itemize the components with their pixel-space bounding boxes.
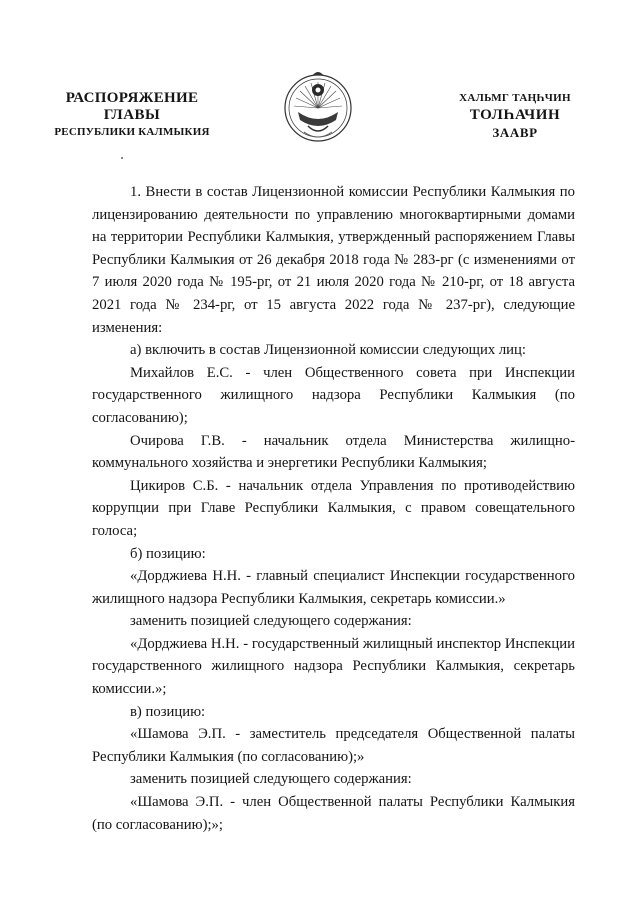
paragraph-shamova-old: «Шамова Э.П. - заместитель председателя Общественной палаты Республики Калмыкия (по согласованию);»: [92, 726, 575, 765]
header-left-line1: РАСПОРЯЖЕНИЕ: [65, 90, 199, 106]
header-right-line2: ТОЛҺАЧИН: [469, 107, 561, 123]
header-right-line1: ХАЛЬМГ ТАҢҺЧИН: [459, 92, 571, 104]
header-left-line3: РЕСПУБЛИКИ КАЛМЫКИЯ: [54, 126, 210, 138]
paragraph-tsikirov: Цикиров С.Б. - начальник отдела Управления по противодействию коррупции при Главе Республики Калмыкия, с правом совещательного голоса;: [92, 477, 575, 539]
paragraph-ochirova: Очирова Г.В. - начальник отдела Министерства жилищно-коммунального хозяйства и энергетики Республики Калмыкия;: [92, 432, 575, 472]
header-right-title: [445, 90, 585, 141]
scan-speck: [121, 157, 123, 159]
paragraph-item-1: 1. Внести в состав Лицензионной комиссии Республики Калмыкия по лицензированию деятельности по управлению многоквартирными домами на территории Республики Калмыкия, утвержденный распоряжением Главы Республики Калмыкия от 26 декабря 2018 года № 283-рг (с изменениями от 7 июля 2020 года № 195-рг, от 21 июля 2020 года № 210-рг, от 18 августа 2021 года № 234-рг, от 15 августа 2022 года № 237-рг), следующие изменения:: [92, 184, 575, 336]
paragraph-item-a: а) включить в состав Лицензионной комиссии следующих лиц:: [130, 342, 526, 359]
paragraph-dordzhieva-new: «Дорджиева Н.Н. - государственный жилищный инспектор Инспекции государственного жилищного надзора Республики Калмыкия, секретарь комиссии.»;: [92, 635, 575, 698]
paragraph-replace-1: заменить позицией следующего содержания:: [130, 613, 412, 630]
paragraph-mikhailov: Михайлов Е.С. - член Общественного совета при Инспекции государственного жилищного надзора Республики Калмыкия (по согласованию);: [92, 364, 575, 426]
paragraph-item-b: б) позицию:: [130, 545, 206, 562]
header-left-title: [52, 90, 212, 141]
paragraph-dordzhieva-old: «Дорджиева Н.Н. - главный специалист Инспекции государственного жилищного надзора Республики Калмыкия, секретарь комиссии.»: [92, 568, 575, 607]
document-body: [92, 181, 575, 836]
header-right-line3: ЗААВР: [492, 125, 538, 140]
paragraph-shamova-new: «Шамова Э.П. - член Общественной палаты Республики Калмыкия (по согласованию);»;: [92, 794, 575, 833]
paragraph-replace-2: заменить позицией следующего содержания:: [130, 771, 412, 788]
paragraph-item-v: в) позицию:: [130, 703, 206, 720]
header-left-line2: ГЛАВЫ: [103, 107, 161, 123]
kalmykia-coat-of-arms-icon: [282, 66, 354, 146]
